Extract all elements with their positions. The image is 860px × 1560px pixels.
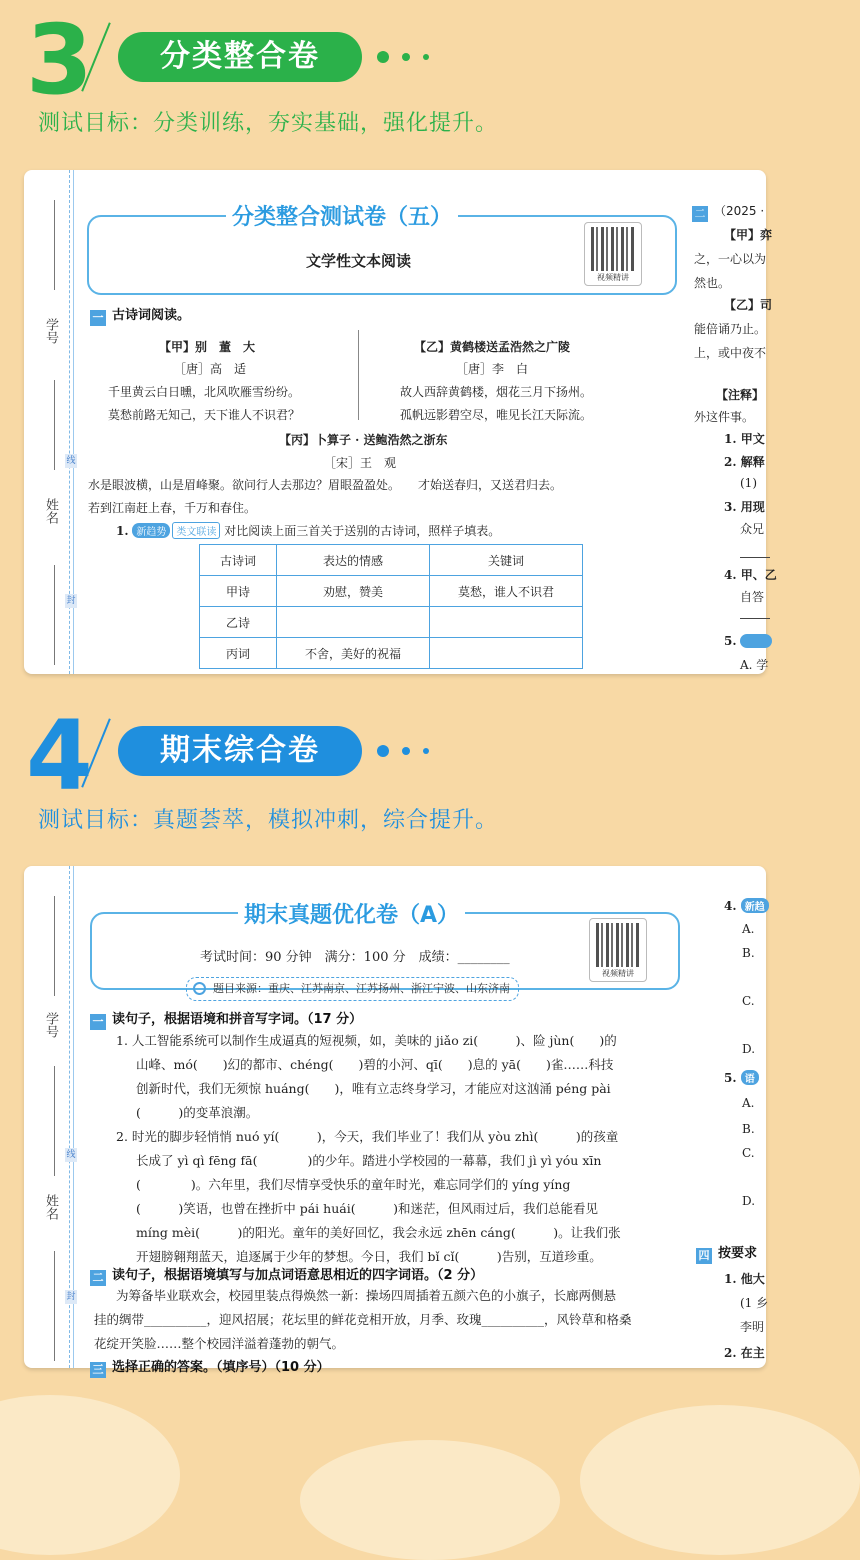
text-line: 2. 时光的脚步轻悄悄 nuó yí( )，今天，我们毕业了！我们从 yòu zhì( )的孩童 — [116, 1129, 619, 1144]
passage-line: 【乙】司 — [724, 298, 773, 312]
text-line: 山峰、mó( )幻的都市、chéng( )碧的小河、qī( )息的 yā( )雀……科技 — [136, 1057, 614, 1072]
dot-icon — [377, 51, 389, 63]
margin-rule — [54, 896, 55, 996]
binding-tag: 线 — [66, 1150, 76, 1160]
qr-code[interactable] — [589, 918, 647, 982]
question — [116, 522, 500, 539]
type-badge: 类文联读 — [172, 522, 220, 539]
table-header-row — [200, 545, 583, 576]
section-pill: 分类整合卷 — [118, 32, 362, 82]
decorative-blob-left — [0, 1395, 180, 1555]
option-stub: A. 学 — [740, 658, 769, 672]
section-heading — [90, 1264, 483, 1286]
section-title: 选择正确的答案。（填序号）（10 分） — [112, 1360, 330, 1375]
section-title: 古诗词阅读。 — [112, 308, 191, 323]
source-year: （2025 · — [714, 204, 765, 218]
name-label: 姓名 — [43, 1194, 58, 1220]
section-number-badge: 四 — [696, 1248, 712, 1264]
question-stub: (1) — [740, 476, 757, 490]
trend-badge — [740, 634, 772, 648]
section-number-badge: 二 — [692, 206, 708, 222]
source-text: 题目来源：重庆、江苏南京、江苏扬州、浙江宁波、山东济南 — [213, 982, 510, 995]
passage-line: 外这件事。 — [694, 410, 755, 424]
option-stub: A. — [742, 922, 755, 936]
table-cell: 丙词 — [200, 638, 277, 669]
table-row — [200, 607, 583, 638]
question-number: 4. — [724, 899, 737, 913]
text-line: 创新时代，我们无须惊 huáng( )，唯有立志终身学习，才能应对这汹涌 péng pài — [136, 1081, 611, 1096]
section-number-badge: 一 — [90, 1014, 106, 1030]
section-heading — [696, 1242, 757, 1264]
qr-label: 视频精讲 — [602, 969, 634, 978]
qr-code[interactable] — [584, 222, 642, 286]
poem-author: ［唐］高 适 — [174, 362, 247, 376]
option-stub: C. — [742, 994, 755, 1008]
comparison-table — [199, 544, 583, 669]
question-stub: 1. 他大 — [724, 1272, 765, 1286]
exam-preview-card — [24, 170, 777, 674]
column-divider — [358, 330, 359, 420]
table-header: 关键词 — [430, 545, 583, 576]
margin-rule — [54, 565, 55, 665]
question-stub — [724, 898, 769, 913]
qr-pattern — [596, 923, 640, 967]
passage-line: 上，或中夜不 — [694, 346, 767, 360]
section-heading — [90, 1356, 330, 1378]
margin-rule — [54, 200, 55, 290]
text-line: 花绽开笑脸……整个校园洋溢着蓬勃的朝气。 — [94, 1336, 345, 1351]
table-header: 表达的情感 — [277, 545, 430, 576]
name-label: 姓名 — [43, 498, 58, 524]
poem-line: 若到江南赶上春，千万和春住。 — [88, 501, 257, 515]
section-heading — [90, 1008, 362, 1030]
qr-pattern — [591, 227, 635, 271]
section-number-badge: 一 — [90, 310, 106, 326]
decorative-blob-mid — [300, 1440, 560, 1560]
exam-subtitle: 文学性文本阅读 — [306, 252, 412, 270]
section-title: 读句子，根据语境填写与加点词语意思相近的四字词语。（2 分） — [112, 1268, 484, 1283]
poem-line: 故人西辞黄鹤楼，烟花三月下扬州。 — [400, 385, 593, 399]
passage-line: 然也。 — [694, 276, 731, 290]
trend-badge: 新趋势 — [132, 523, 170, 538]
source-box — [186, 977, 519, 1001]
notes-heading: 【注释】 — [716, 388, 765, 402]
poem-title: 【甲】别 董 大 — [159, 340, 256, 354]
question-paragraph — [94, 1284, 684, 1356]
margin-rule — [54, 380, 55, 470]
poem-line: 水是眼波横，山是眉峰聚。欲问行人去那边？眉眼盈盈处。 才始送春归，又送君归去。 — [88, 478, 563, 492]
exam-preview-card — [24, 866, 769, 1376]
text-line: ( )。六年里，我们尽情享受快乐的童年时光，难忘同学们的 yíng yíng — [136, 1177, 571, 1192]
poem-title: 【丙】卜算子 · 送鲍浩然之浙东 — [279, 433, 448, 447]
exam-info: 考试时间：90 分钟 满分：100 分 成绩：________ — [200, 950, 510, 965]
table-row — [200, 576, 583, 607]
option-stub: B. — [742, 946, 755, 960]
passage-line: 【甲】弈 — [724, 228, 773, 242]
dot-icon — [377, 745, 389, 757]
qr-label: 视频精讲 — [597, 273, 629, 282]
dot-icon — [402, 53, 410, 61]
table-row — [200, 638, 583, 669]
margin-rule — [54, 1251, 55, 1361]
dot-icon — [423, 748, 429, 754]
answer-line[interactable] — [740, 618, 770, 619]
question-number: 1. — [116, 524, 129, 538]
text-line: 为筹备毕业联欢会，校园里装点得焕然一新：操场四周插着五颜六色的小旗子，长廊两侧悬 — [116, 1288, 617, 1303]
question-stub — [724, 1070, 759, 1085]
text-line: míng mèi( )的阳光。童年的美好回忆，我会永远 zhēn cáng( )。让我们张 — [136, 1225, 621, 1240]
binding-tag: 封 — [66, 1292, 76, 1302]
option-stub: A. — [742, 1096, 755, 1110]
text-line: 1. 人工智能系统可以制作生成逼真的短视频，如，美味的 jiǎo zi( )、险 jùn( )的 — [116, 1033, 617, 1048]
question-stub: 1. 甲文 — [724, 432, 765, 446]
table-cell: 甲诗 — [200, 576, 277, 607]
passage-line: 能倍诵乃止。 — [694, 322, 767, 336]
option-stub: B. — [742, 1122, 755, 1136]
table-cell: 乙诗 — [200, 607, 277, 638]
margin-rule — [54, 1066, 55, 1176]
section-number: 4 — [26, 700, 93, 812]
title-ornament-right — [509, 215, 609, 217]
section-pill: 期末综合卷 — [118, 726, 362, 776]
title-ornament-right — [502, 912, 602, 914]
table-cell: 莫愁，谁人不识君 — [430, 576, 583, 607]
table-header: 古诗词 — [200, 545, 277, 576]
poem-title: 【乙】黄鹤楼送孟浩然之广陵 — [414, 340, 571, 354]
section-goal: 测试目标：分类训练，夯实基础，强化提升。 — [38, 111, 499, 136]
question-stub: 5. — [724, 634, 737, 648]
right-column-heading — [692, 202, 764, 222]
answer-cell[interactable] — [430, 638, 583, 669]
poem-line: 千里黄云白日曛，北风吹雁雪纷纷。 — [108, 385, 301, 399]
question-stub: 4. 甲、乙 — [724, 568, 777, 582]
dot-icon — [402, 747, 410, 755]
option-stub: D. — [742, 1042, 756, 1056]
exam-title: 分类整合测试卷（五） — [226, 200, 458, 231]
text-line: 长成了 yì qì fēng fā( )的少年。踏进小学校园的一幕幕，我们 jì yì yóu xīn — [136, 1153, 602, 1168]
table-cell: 不舍，美好的祝福 — [277, 638, 430, 669]
section-number-badge: 三 — [90, 1362, 106, 1378]
poem-author: ［唐］李 白 — [456, 362, 529, 376]
question-number: 5. — [724, 1071, 737, 1085]
student-number-label: 学号 — [43, 318, 58, 344]
answer-cell[interactable] — [430, 607, 583, 638]
option-stub: D. — [742, 1194, 756, 1208]
text-line: ( )笑语，也曾在挫折中 pái huái( )和迷茫，但风雨过后，我们总能看见 — [136, 1201, 598, 1216]
question-paragraph — [116, 1029, 676, 1125]
section-heading — [90, 304, 190, 326]
section-title: 读句子，根据语境和拼音写字词。（17 分） — [112, 1012, 363, 1027]
poem-author: ［宋］王 观 — [324, 456, 397, 470]
section-number: 3 — [26, 4, 93, 116]
trend-badge: 新趋 — [741, 898, 769, 913]
option-stub: C. — [742, 1146, 755, 1160]
student-number-label: 学号 — [43, 1012, 58, 1038]
section-title: 按要求 — [718, 1246, 758, 1261]
decorative-blob-right — [580, 1405, 860, 1555]
question-stub: (1 乡 — [740, 1296, 769, 1310]
question-paragraph — [116, 1125, 676, 1269]
title-ornament-left — [134, 912, 234, 914]
passage-line: 之，一心以为 — [694, 252, 767, 266]
question-stub: 李明 — [740, 1320, 765, 1334]
text-line: 挂的绸带__________，迎风招展；花坛里的鲜花竞相开放，月季、玫瑰__________，风铃草和格桑 — [94, 1312, 632, 1327]
question-stub: 2. 在主 — [724, 1346, 765, 1360]
poem-line: 孤帆远影碧空尽，唯见长江天际流。 — [400, 408, 593, 422]
question-stub: 众兄 — [740, 522, 765, 536]
answer-line[interactable] — [740, 557, 770, 558]
exam-title: 期末真题优化卷（A） — [238, 898, 465, 929]
table-cell: 劝慰，赞美 — [277, 576, 430, 607]
trend-badge: 语 — [741, 1070, 759, 1085]
section-goal: 测试目标：真题荟萃，模拟冲刺，综合提升。 — [38, 808, 499, 833]
answer-cell[interactable] — [277, 607, 430, 638]
binding-tag: 线 — [66, 456, 76, 466]
question-stub: 2. 解释 — [724, 455, 765, 469]
question-stub: 3. 用现 — [724, 500, 765, 514]
text-line: 开翅膀翱翔蓝天，追逐属于少年的梦想。今日，我们 bǐ cǐ( )告别，互道珍重。 — [136, 1249, 602, 1264]
magnifier-icon — [193, 982, 206, 995]
poem-line: 莫愁前路无知己，天下谁人不识君？ — [108, 408, 301, 422]
dot-icon — [423, 54, 429, 60]
text-line: ( )的变革浪潮。 — [136, 1105, 259, 1120]
question-stub: 自答 — [740, 590, 765, 604]
binding-tag: 封 — [66, 596, 76, 606]
question-text: 对比阅读上面三首关于送别的古诗词，照样子填表。 — [224, 524, 501, 538]
title-ornament-left — [124, 215, 224, 217]
section-number-badge: 二 — [90, 1270, 106, 1286]
